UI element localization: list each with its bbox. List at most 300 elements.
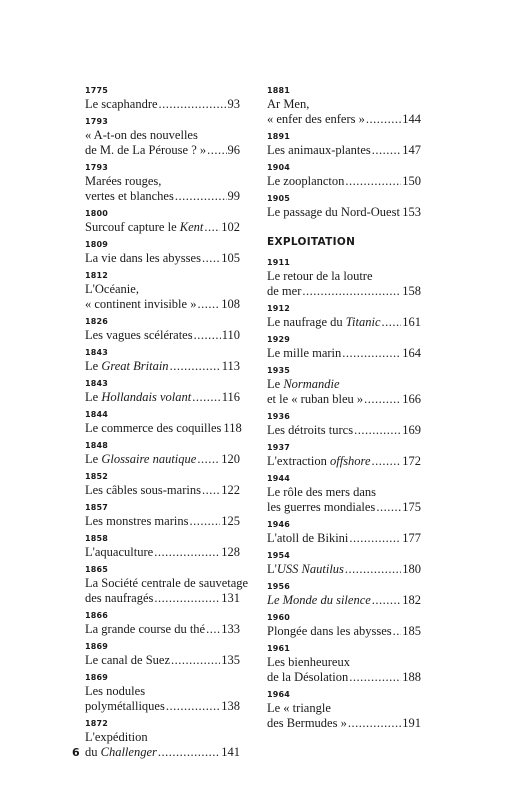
toc-entry-title <box>267 485 376 500</box>
toc-entry-year: 1869 <box>85 642 109 651</box>
toc-title-part: Le naufrage du <box>267 315 346 329</box>
toc-entry-title-line <box>267 97 421 112</box>
toc-entry-year: 1961 <box>267 644 291 653</box>
toc-entry-title <box>267 315 381 330</box>
toc-entry-title-line <box>85 576 249 591</box>
toc-entry-page: 177 <box>402 531 421 545</box>
toc-title-part: « continent invisible » <box>85 297 197 311</box>
dot-leader <box>302 284 401 299</box>
toc-entry-title <box>85 684 145 699</box>
toc-entry-title-line <box>267 531 421 546</box>
toc-entry-year: 1881 <box>267 86 291 95</box>
toc-entry-title-line <box>267 485 421 500</box>
toc-entry-page: 110 <box>221 328 240 342</box>
toc-entry-title <box>267 624 392 639</box>
toc-entry-year: 1869 <box>85 673 109 682</box>
toc-entry-title-line <box>267 500 421 515</box>
dot-leader <box>154 545 220 560</box>
toc-entry <box>85 271 240 312</box>
toc-entry <box>267 690 421 731</box>
toc-entry-title <box>267 143 371 158</box>
toc-entry <box>85 719 240 760</box>
toc-entry-title <box>85 328 193 343</box>
toc-entry-year: 1946 <box>267 520 291 529</box>
toc-entry-title-line <box>85 622 240 637</box>
dot-leader <box>171 653 220 668</box>
dot-leader <box>345 174 401 189</box>
toc-entry <box>267 551 421 577</box>
toc-entry-page: 188 <box>402 670 421 684</box>
toc-entry <box>267 86 421 127</box>
dot-leader <box>366 112 401 127</box>
toc-entry-year: 1905 <box>267 194 291 203</box>
toc-title-italic-part: Challenger <box>100 745 157 759</box>
toc-entry-page: 172 <box>402 454 421 468</box>
toc-entry-page: 144 <box>402 112 421 126</box>
toc-entry-title-line <box>267 423 421 438</box>
toc-entry <box>267 194 421 220</box>
toc-entry <box>85 565 249 606</box>
toc-title-part: de mer <box>267 284 302 298</box>
toc-entry-title-line <box>85 359 240 374</box>
toc-entry-page: 99 <box>227 189 240 203</box>
toc-entry <box>85 317 240 343</box>
toc-entry-year: 1858 <box>85 534 109 543</box>
toc-title-italic-part: Le Monde du silence <box>267 593 371 607</box>
toc-entry-page: 116 <box>221 390 240 404</box>
toc-entry <box>85 410 240 436</box>
toc-entry-title-line <box>85 730 240 745</box>
toc-entry-year: 1844 <box>85 410 109 419</box>
toc-entry-page: 120 <box>221 452 240 466</box>
dot-leader <box>166 699 220 714</box>
toc-entry <box>267 335 421 361</box>
dot-leader <box>197 452 220 467</box>
toc-entry-title-line <box>267 655 421 670</box>
toc-entry-title <box>267 716 347 731</box>
toc-title-part: Ar Men, <box>267 97 310 111</box>
toc-entry-title-line <box>85 421 240 436</box>
toc-entry-list-right-top <box>267 86 421 220</box>
toc-title-italic-part: offshore <box>330 454 371 468</box>
toc-entry-year: 1944 <box>267 474 291 483</box>
toc-entry-page: 141 <box>221 745 240 759</box>
toc-entry-page: 153 <box>402 205 421 219</box>
toc-entry-page: 185 <box>402 624 421 638</box>
toc-entry-page: 169 <box>402 423 421 437</box>
toc-title-part: Le <box>267 377 284 391</box>
toc-entry <box>85 209 240 235</box>
toc-entry-title <box>267 670 348 685</box>
toc-title-part: La vie dans les abysses <box>85 251 201 265</box>
toc-title-part: L' <box>267 562 277 576</box>
toc-title-part: L'aquaculture <box>85 545 154 559</box>
toc-entry-title <box>85 745 157 760</box>
toc-entry-title <box>267 174 344 189</box>
toc-title-italic-part: Normandie <box>283 377 340 391</box>
toc-entry-page: 158 <box>402 284 421 298</box>
toc-entry-title <box>85 282 139 297</box>
toc-entry-year: 1848 <box>85 441 109 450</box>
toc-title-part: « A-t-on des nouvelles <box>85 128 198 142</box>
toc-entry-title <box>85 622 205 637</box>
toc-entry <box>267 163 421 189</box>
toc-title-part: La Société centrale de sauvetage <box>85 576 249 590</box>
toc-entry-title <box>85 730 148 745</box>
toc-entry <box>267 132 421 158</box>
toc-entry-title-line <box>85 545 240 560</box>
toc-title-part: Le scaphandre <box>85 97 158 111</box>
toc-entry-title-line <box>267 284 421 299</box>
toc-entry <box>85 348 240 374</box>
toc-entry <box>267 474 421 515</box>
toc-title-part: L'atoll de Bikini <box>267 531 349 545</box>
toc-left-column <box>85 86 249 765</box>
toc-title-part: Le commerce des coquilles <box>85 421 222 435</box>
toc-title-part: Les vagues scélérates <box>85 328 193 342</box>
toc-entry <box>85 240 240 266</box>
toc-entry-year: 1793 <box>85 163 109 172</box>
toc-title-part: Les câbles sous-marins <box>85 483 201 497</box>
toc-title-part: les guerres mondiales <box>267 500 376 514</box>
toc-title-italic-part: Titanic <box>345 315 381 329</box>
toc-title-part: de M. de La Pérouse ? » <box>85 143 207 157</box>
section-title-exploitation: EXPLOITATION <box>267 236 356 248</box>
toc-entry-title <box>267 423 353 438</box>
toc-entry-title-line <box>85 684 240 699</box>
toc-entry-page: 102 <box>221 220 240 234</box>
toc-entry-title-line <box>267 143 421 158</box>
toc-entry-title <box>267 346 341 361</box>
toc-entry <box>267 366 421 407</box>
toc-title-part: Les bienheureux <box>267 655 350 669</box>
toc-entry-title <box>85 699 165 714</box>
toc-entry <box>85 503 240 529</box>
toc-title-part: polymétalliques <box>85 699 165 713</box>
toc-entry-page: 166 <box>402 392 421 406</box>
toc-entry <box>85 117 240 158</box>
toc-entry-title-line <box>85 282 240 297</box>
dot-leader <box>342 346 401 361</box>
toc-entry <box>267 644 421 685</box>
toc-entry-title <box>267 500 375 515</box>
dot-leader <box>170 359 221 374</box>
toc-entry-year: 1954 <box>267 551 291 560</box>
toc-title-part: Le canal de Suez <box>85 653 171 667</box>
dot-leader <box>393 624 402 639</box>
toc-entry-page: 180 <box>402 562 421 576</box>
dot-leader <box>345 562 401 577</box>
dot-leader <box>372 454 402 469</box>
dot-leader <box>348 716 401 731</box>
toc-entry <box>267 412 421 438</box>
toc-entry-title <box>267 377 340 392</box>
toc-entry-title-line <box>267 593 421 608</box>
toc-title-part: L'expédition <box>85 730 148 744</box>
toc-title-part: de la Désolation <box>267 670 349 684</box>
toc-entry-title <box>85 220 203 235</box>
toc-entry-title <box>85 483 201 498</box>
toc-entry-title <box>85 359 169 374</box>
toc-entry-title <box>85 189 174 204</box>
toc-entry-year: 1911 <box>267 258 291 267</box>
toc-right-column <box>267 86 421 736</box>
toc-title-part: L'Océanie, <box>85 282 139 296</box>
toc-entry-page: 135 <box>221 653 240 667</box>
toc-entry-title <box>267 454 371 469</box>
toc-entry-year: 1935 <box>267 366 291 375</box>
toc-entry-title <box>85 143 206 158</box>
toc-title-part: et le « ruban bleu » <box>267 392 364 406</box>
toc-entry-year: 1843 <box>85 348 109 357</box>
toc-entry-title-line <box>85 189 240 204</box>
toc-entry-title-line <box>85 97 240 112</box>
toc-entry <box>85 86 240 112</box>
toc-entry-title-line <box>267 392 421 407</box>
toc-entry-title-line <box>85 483 240 498</box>
toc-entry <box>85 673 240 714</box>
dot-leader <box>192 390 220 405</box>
toc-entry-year: 1929 <box>267 335 291 344</box>
toc-entry-page: 108 <box>221 297 240 311</box>
toc-entry-title-line <box>85 328 240 343</box>
toc-entry-year: 1852 <box>85 472 109 481</box>
toc-entry-title <box>267 531 348 546</box>
toc-title-part: Surcouf capture le <box>85 220 180 234</box>
toc-entry-page: 161 <box>402 315 421 329</box>
toc-entry-year: 1937 <box>267 443 291 452</box>
toc-entry-page: 96 <box>227 143 240 157</box>
toc-entry-title <box>267 562 344 577</box>
toc-entry-page: 147 <box>402 143 421 157</box>
toc-entry <box>85 611 240 637</box>
dot-leader <box>349 531 401 546</box>
toc-entry-title-line <box>267 112 421 127</box>
toc-entry-title <box>85 452 196 467</box>
dot-leader <box>372 593 401 608</box>
dot-leader <box>158 745 220 760</box>
toc-title-italic-part: Great Britain <box>101 359 169 373</box>
toc-entry-title <box>85 514 188 529</box>
toc-entry-year: 1865 <box>85 565 109 574</box>
toc-entry-page: 131 <box>221 591 240 605</box>
toc-entry-page: 182 <box>402 593 421 607</box>
dot-leader <box>159 97 227 112</box>
toc-entry <box>267 582 421 608</box>
dot-leader <box>376 500 401 515</box>
toc-entry-list-left <box>85 86 249 760</box>
toc-entry-title <box>85 390 191 405</box>
toc-entry <box>85 472 240 498</box>
dot-leader <box>354 423 401 438</box>
toc-title-part: Marées rouges, <box>85 174 162 188</box>
toc-title-part: Le retour de la loutre <box>267 269 373 283</box>
toc-entry-title-line <box>85 699 240 714</box>
toc-entry-year: 1857 <box>85 503 109 512</box>
toc-entry-title-line <box>267 377 421 392</box>
toc-entry-title-line <box>85 591 240 606</box>
toc-entry-page: 105 <box>221 251 240 265</box>
dot-leader <box>364 392 401 407</box>
toc-entry <box>267 520 421 546</box>
toc-title-italic-part: Glossaire nautique <box>101 452 197 466</box>
toc-entry <box>85 642 240 668</box>
toc-entry-year: 1936 <box>267 412 291 421</box>
toc-entry-title <box>85 576 248 591</box>
toc-entry-title-line <box>85 745 240 760</box>
toc-title-part: Les détroits turcs <box>267 423 354 437</box>
toc-title-part: Les monstres marins <box>85 514 189 528</box>
toc-entry-year: 1866 <box>85 611 109 620</box>
toc-entry-title-line <box>85 297 240 312</box>
toc-entry <box>267 613 421 639</box>
toc-entry-title-line <box>267 716 421 731</box>
toc-entry-title <box>267 593 371 608</box>
toc-entry-title-line <box>85 514 240 529</box>
toc-entry-title <box>267 112 365 127</box>
toc-title-part: Les animaux-plantes <box>267 143 371 157</box>
toc-entry-title-line <box>85 653 240 668</box>
toc-entry-year: 1809 <box>85 240 109 249</box>
toc-entry-title <box>85 545 153 560</box>
toc-entry-page: 118 <box>223 421 242 435</box>
toc-entry-year: 1812 <box>85 271 109 280</box>
toc-entry-title-line <box>85 251 240 266</box>
toc-entry-page: 164 <box>402 346 421 360</box>
toc-entry-title-line <box>267 346 421 361</box>
toc-entry-year: 1891 <box>267 132 291 141</box>
toc-entry-year: 1956 <box>267 582 291 591</box>
toc-title-part: des naufragés <box>85 591 154 605</box>
toc-entry-page: 113 <box>221 359 240 373</box>
dot-leader <box>349 670 401 685</box>
toc-entry-title-line <box>267 670 421 685</box>
toc-entry-page: 150 <box>402 174 421 188</box>
toc-entry <box>85 379 240 405</box>
toc-entry-year: 1872 <box>85 719 109 728</box>
toc-entry-title-line <box>267 701 421 716</box>
toc-entry-year: 1904 <box>267 163 291 172</box>
toc-entry-year: 1775 <box>85 86 109 95</box>
toc-title-part: Plongée dans les abysses <box>267 624 392 638</box>
toc-entry-title-line <box>267 205 421 220</box>
toc-entry-title <box>85 128 198 143</box>
toc-title-part: Le <box>85 359 102 373</box>
toc-entry-title <box>267 97 309 112</box>
toc-title-italic-part: USS Nautilus <box>276 562 344 576</box>
toc-entry-year: 1800 <box>85 209 109 218</box>
toc-entry-title-line <box>267 174 421 189</box>
toc-entry-title-line <box>85 174 240 189</box>
toc-title-part: vertes et blanches <box>85 189 174 203</box>
toc-entry <box>85 163 240 204</box>
toc-title-part: « enfer des enfers » <box>267 112 365 126</box>
toc-entry-title-line <box>85 143 240 158</box>
dot-leader <box>154 591 220 606</box>
toc-title-part: Le zooplancton <box>267 174 345 188</box>
toc-title-part: des Bermudes » <box>267 716 347 730</box>
dot-leader <box>175 189 227 204</box>
toc-entry-title <box>85 421 221 436</box>
toc-title-part: Le mille marin <box>267 346 342 360</box>
toc-entry-title <box>267 655 350 670</box>
toc-title-part: Le <box>85 390 102 404</box>
dot-leader <box>202 483 220 498</box>
toc-title-part: Le « triangle <box>267 701 331 715</box>
toc-title-italic-part: Kent <box>179 220 204 234</box>
toc-entry-title <box>267 392 363 407</box>
toc-entry-year: 1843 <box>85 379 109 388</box>
toc-entry-page: 138 <box>221 699 240 713</box>
toc-entry-title-line <box>85 220 240 235</box>
toc-entry-title <box>267 284 301 299</box>
toc-title-part: Le rôle des mers dans <box>267 485 376 499</box>
toc-entry-list-right-bottom <box>267 258 421 731</box>
toc-entry-year: 1826 <box>85 317 109 326</box>
toc-title-part: Les nodules <box>85 684 146 698</box>
toc-entry-year: 1793 <box>85 117 109 126</box>
toc-entry-page: 125 <box>221 514 240 528</box>
toc-entry-year: 1960 <box>267 613 291 622</box>
toc-entry-title <box>267 701 331 716</box>
toc-entry-title <box>85 297 196 312</box>
dot-leader <box>382 315 402 330</box>
toc-entry-title-line <box>267 269 421 284</box>
toc-entry-title <box>267 269 373 284</box>
toc-entry-title-line <box>267 454 421 469</box>
dot-leader <box>207 143 226 158</box>
page-number: 6 <box>72 746 80 759</box>
toc-title-part: Le <box>85 452 102 466</box>
dot-leader <box>206 622 220 637</box>
dot-leader <box>194 328 221 343</box>
toc-entry-page: 128 <box>221 545 240 559</box>
dot-leader <box>189 514 220 529</box>
toc-entry-page: 191 <box>402 716 421 730</box>
toc-entry-year: 1964 <box>267 690 291 699</box>
toc-entry-page: 122 <box>221 483 240 497</box>
toc-title-part: Le passage du Nord-Ouest <box>267 205 400 219</box>
dot-leader <box>197 297 220 312</box>
toc-entry-title-line <box>267 315 421 330</box>
toc-entry <box>85 534 240 560</box>
toc-entry-title <box>85 174 161 189</box>
dot-leader <box>202 251 220 266</box>
toc-entry-title <box>85 591 153 606</box>
toc-entry-page: 175 <box>402 500 421 514</box>
toc-entry-page: 93 <box>227 97 240 111</box>
toc-title-part: du <box>85 745 101 759</box>
toc-entry-title <box>85 97 158 112</box>
dot-leader <box>372 143 401 158</box>
toc-entry-page: 133 <box>221 622 240 636</box>
toc-entry-title-line <box>267 562 421 577</box>
toc-entry-year: 1912 <box>267 304 291 313</box>
toc-entry <box>85 441 240 467</box>
toc-entry-title-line <box>85 452 240 467</box>
toc-entry-title <box>267 205 400 220</box>
toc-entry <box>267 304 421 330</box>
toc-entry <box>267 443 421 469</box>
toc-entry <box>267 258 421 299</box>
toc-entry-title <box>85 251 201 266</box>
toc-title-italic-part: Hollandais volant <box>101 390 192 404</box>
toc-title-part: La grande course du thé <box>85 622 206 636</box>
toc-title-part: L'extraction <box>267 454 330 468</box>
toc-entry-title <box>85 653 170 668</box>
toc-entry-title-line <box>85 128 240 143</box>
toc-entry-title-line <box>267 624 421 639</box>
